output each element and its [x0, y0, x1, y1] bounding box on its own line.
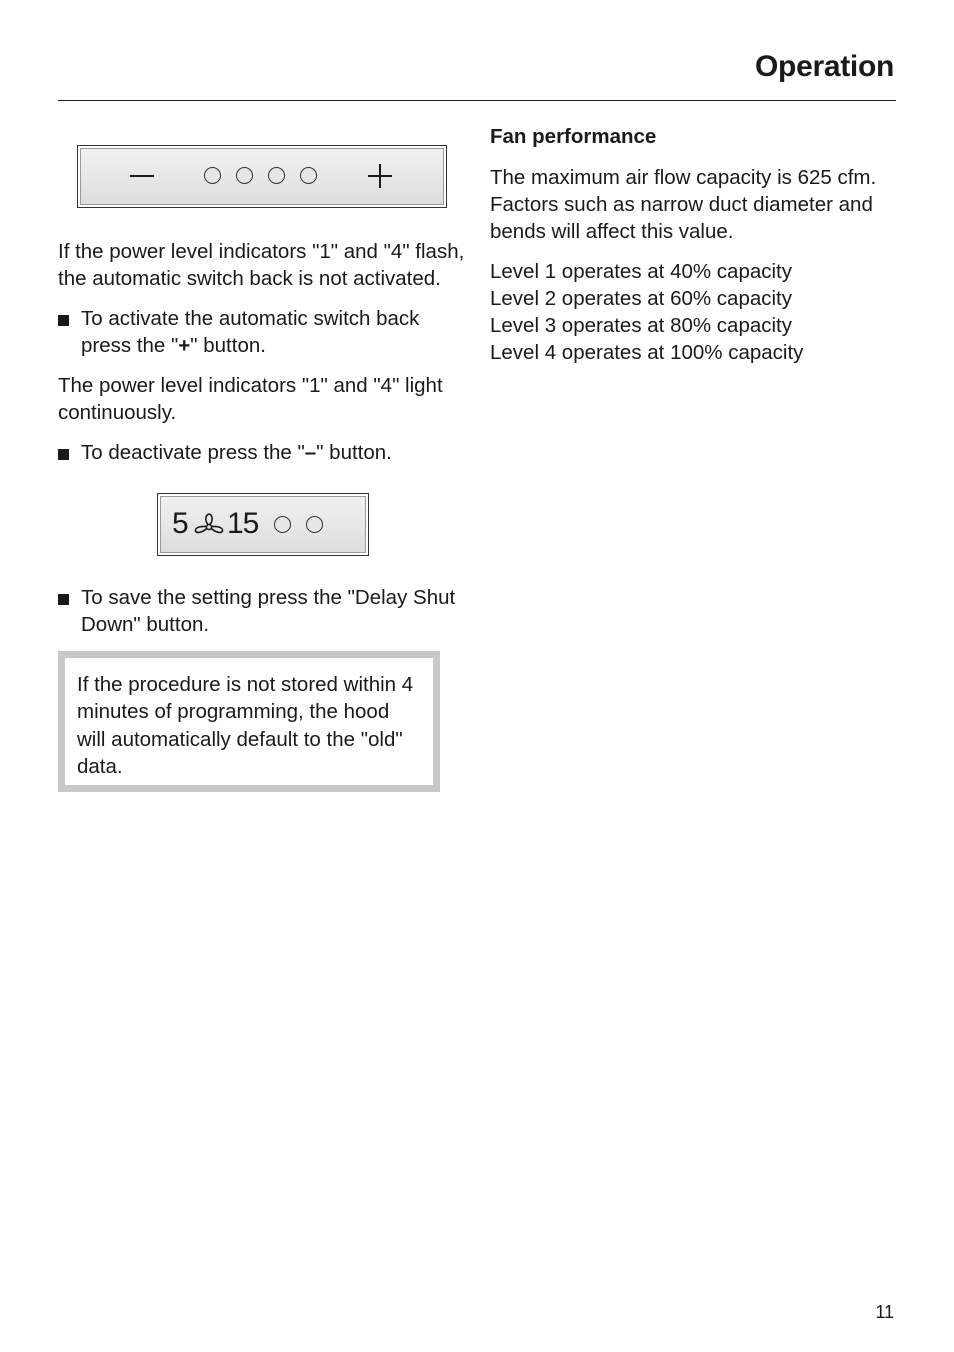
timer-panel-illustration	[157, 493, 369, 556]
bullet-square-icon	[58, 594, 69, 605]
minus-key-label: –	[304, 441, 317, 464]
bullet-text: To save the setting press the "Delay Shut Down" button.	[81, 586, 456, 636]
page-number: 11	[875, 1302, 894, 1322]
timer-indicator-2	[306, 516, 323, 533]
bullet-square-icon	[58, 449, 69, 460]
left-column	[58, 120, 466, 792]
bullet-text: To activate the automatic switch back press the "	[81, 307, 420, 357]
plus-key-label: +	[178, 334, 191, 357]
level-line: Level 4 operates at 100% capacity	[490, 341, 804, 364]
level-line: Level 2 operates at 60% capacity	[490, 287, 792, 310]
timer-left-digit: 5	[172, 507, 188, 540]
page-title: Operation	[755, 50, 894, 83]
control-panel-illustration	[77, 145, 447, 208]
level-list	[490, 258, 890, 366]
paragraph-indicators-flash: If the power level indicators "1" and "4" flash, the automatic switch back is not activated.	[58, 240, 465, 290]
list-item	[58, 439, 466, 466]
minus-icon	[130, 175, 154, 177]
timer-indicator-1	[274, 516, 291, 533]
paragraph-indicators-continuous: The power level indicators "1" and "4" light continuously.	[58, 374, 443, 424]
plus-icon-vertical	[379, 164, 381, 188]
level-line: Level 3 operates at 80% capacity	[490, 314, 792, 337]
note-box: If the procedure is not stored within 4 minutes of programming, the hood will automatically default to the "old" data.	[58, 651, 440, 792]
bullet-text-end: " button.	[316, 441, 392, 464]
timer-right-digits: 15	[227, 507, 259, 540]
power-level-indicator-3	[268, 167, 285, 184]
power-level-indicator-4	[300, 167, 317, 184]
bullet-square-icon	[58, 315, 69, 326]
paragraph-air-flow: The maximum air flow capacity is 625 cfm. Factors such as narrow duct diameter and bends will affect this value.	[490, 166, 877, 243]
bullet-text-end: " button.	[190, 334, 266, 357]
bullet-text: To deactivate press the "	[81, 441, 305, 464]
right-column	[490, 120, 890, 366]
fan-icon	[194, 512, 226, 540]
header-divider	[58, 100, 896, 101]
list-item	[58, 305, 466, 359]
level-line: Level 1 operates at 40% capacity	[490, 260, 792, 283]
power-level-indicator-1	[204, 167, 221, 184]
list-item	[58, 584, 466, 638]
section-heading: Fan performance	[490, 125, 657, 148]
power-level-indicator-2	[236, 167, 253, 184]
